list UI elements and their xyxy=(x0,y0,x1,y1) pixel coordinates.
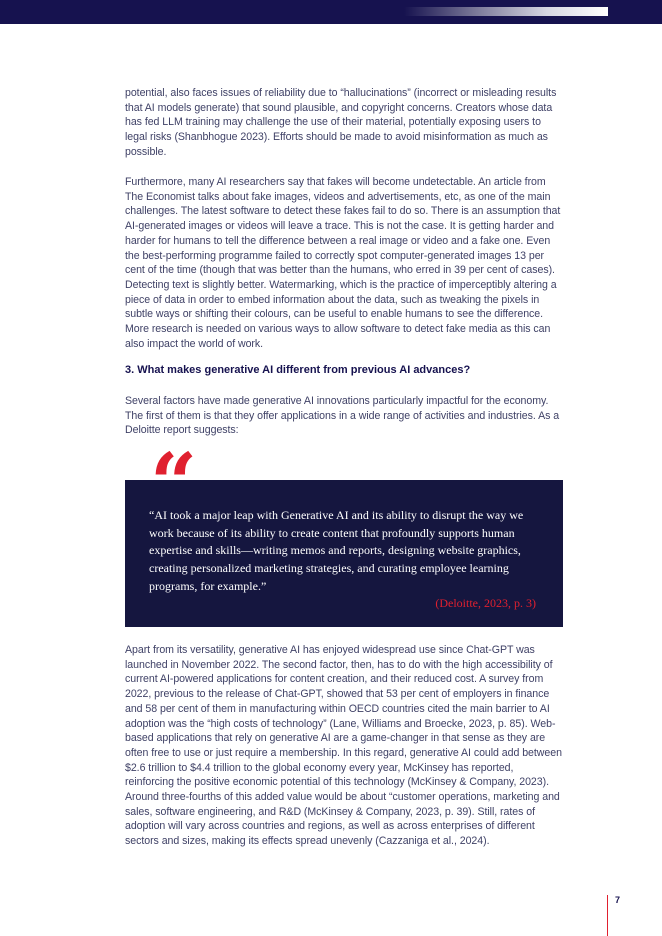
pull-quote-citation: (Deloitte, 2023, p. 3) xyxy=(435,596,536,610)
header-gradient-strip xyxy=(404,7,608,16)
page-number-rule xyxy=(607,895,608,936)
paragraph-versatility: Apart from its versatility, generative AI has enjoyed widespread use since Chat-GPT was launched in November 2022. The second factor, then, has to do with the high accessibility of current AI-powered applications for content creation, and their reduced cost. A survey from 2022, previous to the release of Chat-GPT, showed that 53 per cent of employers in finance and 58 per cent of them in manufacturing within OECD countries cited the main barrier to AI adoption was the “high costs of technology” (Lane, Williams and Broecke, 2023, p. 85). Web-based applications that rely on generative AI are a game-changer in that sense as they are often free to use or just require a membership. In this regard, generative AI could add between $2.6 trillion to $4.4 trillion to the global economy every year, McKinsey has reported, reinforcing the positive economic potential of this technology (McKinsey & Company, 2023). Around three-fourths of this added value would be about “customer operations, marketing and sales, software engineering, and R&D (McKinsey & Company, 2023, p. 39). Still, rates of adoption will vary across countries and regions, as well as across enterprises of different sectors and sizes, making its effects spread unevenly (Cazzaniga et al., 2024). xyxy=(125,644,562,848)
paragraph-fakes: Furthermore, many AI researchers say that fakes will become undetectable. An article from The Economist talks about fake images, videos and advertisements, etc, as one of the main challenges. The latest software to detect these fakes fail to do so. There is an assumption that AI-generated images or videos will leave a trace. This is not the case. It is getting harder and harder for humans to tell the difference between a real image or video and a fake one. Even the best-performing programme failed to correctly spot computer-generated images 13 per cent of the time (though that was better than the humans, who erred in 39 per cent of cases). Detecting text is slightly better. Watermarking, which is the practice of imperceptibly altering a piece of data in order to embed information about the data, such as tweaking the pixels in subtle ways or shifting their colours, can be useful to enable humans to see the difference. More research is needed on various ways to allow software to detect fake media as this can also impact the world of work. xyxy=(125,176,561,350)
quote-mark-icon: “ xyxy=(150,436,198,532)
paragraph-reliability: potential, also faces issues of reliability due to “hallucinations” (incorrect or misleading results that AI models generate) that sound plausible, and copyright concerns. Creators whose data has fed LLM training may challenge the use of their material, potentially exposing users to legal risks (Shanbhogue 2023). Efforts should be made to avoid misinformation as much as possible. xyxy=(125,87,557,158)
header-bar xyxy=(0,0,662,24)
page-number: 7 xyxy=(615,895,621,905)
pull-quote-text: “AI took a major leap with Generative AI and its ability to disrupt the way we work because of its ability to create content that profoundly supports human expertise and skills—writing memos and reports, designing website graphics, creating personalized marketing strategies, and curating employee learning programs, for example.” xyxy=(149,508,524,593)
paragraph-factors: Several factors have made generative AI innovations particularly impactful for the economy. The first of them is that they offer applications in a wide range of activities and industries. As a Deloitte report suggests: xyxy=(125,395,560,437)
section-heading: 3. What makes generative AI different from previous AI advances? xyxy=(125,364,471,376)
